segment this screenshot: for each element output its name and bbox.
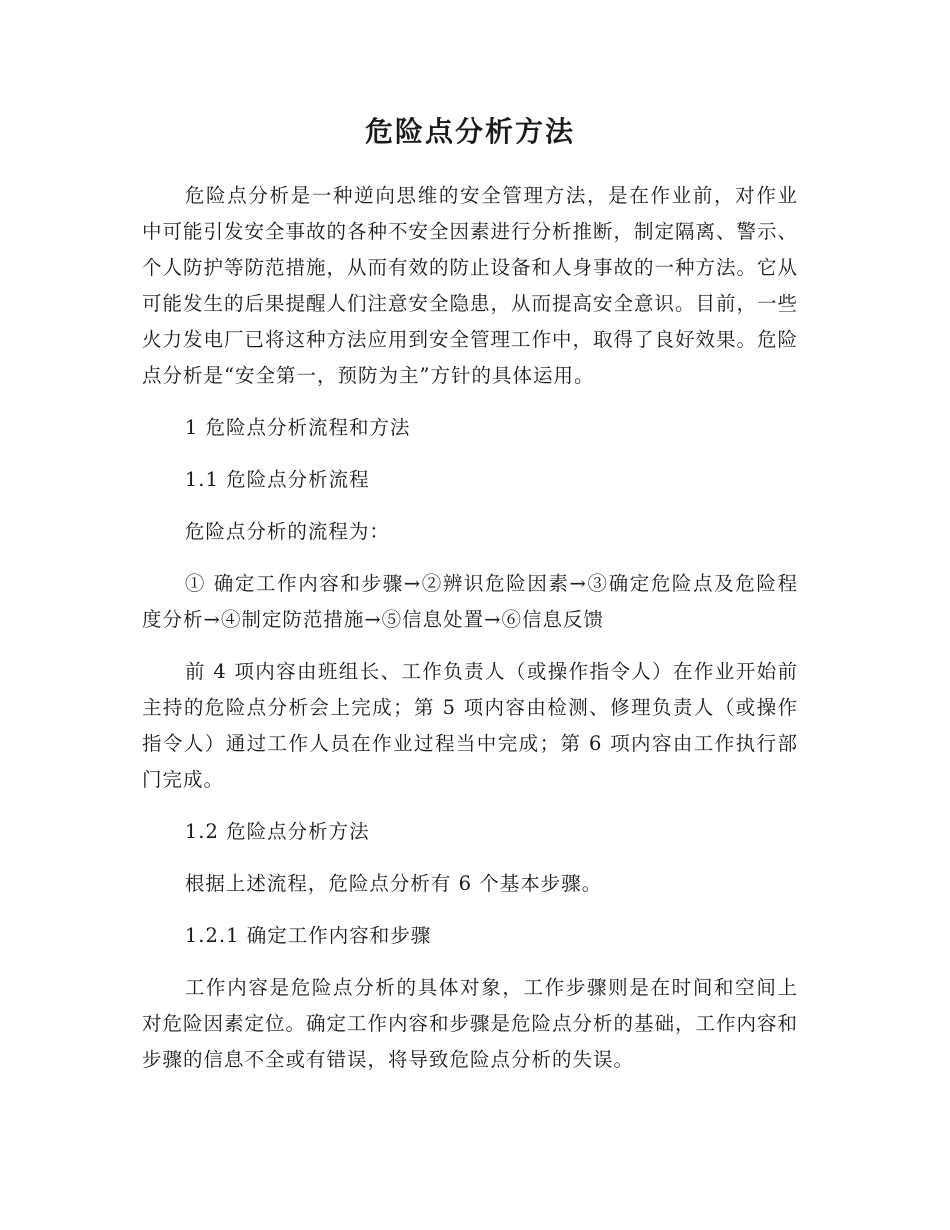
section-heading-1-1: 1.1 危险点分析流程: [184, 468, 370, 491]
work-content-paragraph: 工作内容是危险点分析的具体对象，工作步骤则是在时间和空间上对危险因素定位。确定工作内容和步骤是危险点分析的基础，工作内容和步骤的信息不全或有错误，将导致危险点分析的失误。: [142, 976, 799, 1071]
section-heading-1: 1 危险点分析流程和方法: [184, 416, 411, 439]
document-page: [142, 110, 798, 1094]
section-heading-1-2: 1.2 危险点分析方法: [184, 820, 370, 843]
flow-steps-paragraph: ① 确定工作内容和步骤→②辨识危险因素→③确定危险点及危险程度分析→④制定防范措施→⑤信息处置→⑥信息反馈: [142, 572, 798, 631]
steps-count-paragraph: 根据上述流程，危险点分析有 6 个基本步骤。: [184, 872, 603, 895]
flow-intro-paragraph: 危险点分析的流程为：: [184, 520, 390, 543]
responsibility-paragraph: 前 4 项内容由班组长、工作负责人（或操作指令人）在作业开始前主持的危险点分析会上完成；第 5 项内容由检测、修理负责人（或操作指令人）通过工作人员在作业过程当中完成；第 6 项内容由工作执行部门完成。: [142, 660, 798, 791]
section-heading-1-2-1: 1.2.1 确定工作内容和步骤: [184, 924, 432, 947]
document-title: 危险点分析方法: [364, 115, 575, 148]
intro-paragraph: 危险点分析是一种逆向思维的安全管理方法，是在作业前，对作业中可能引发安全事故的各种不安全因素进行分析推断，制定隔离、警示、个人防护等防范措施，从而有效的防止设备和人身事故的一种方法。它从可能发生的后果提醒人们注意安全隐患，从而提高安全意识。目前，一些火力发电厂已将这种方法应用到安全管理工作中，取得了良好效果。危险点分析是“安全第一，预防为主”方针的具体运用。: [142, 184, 799, 387]
